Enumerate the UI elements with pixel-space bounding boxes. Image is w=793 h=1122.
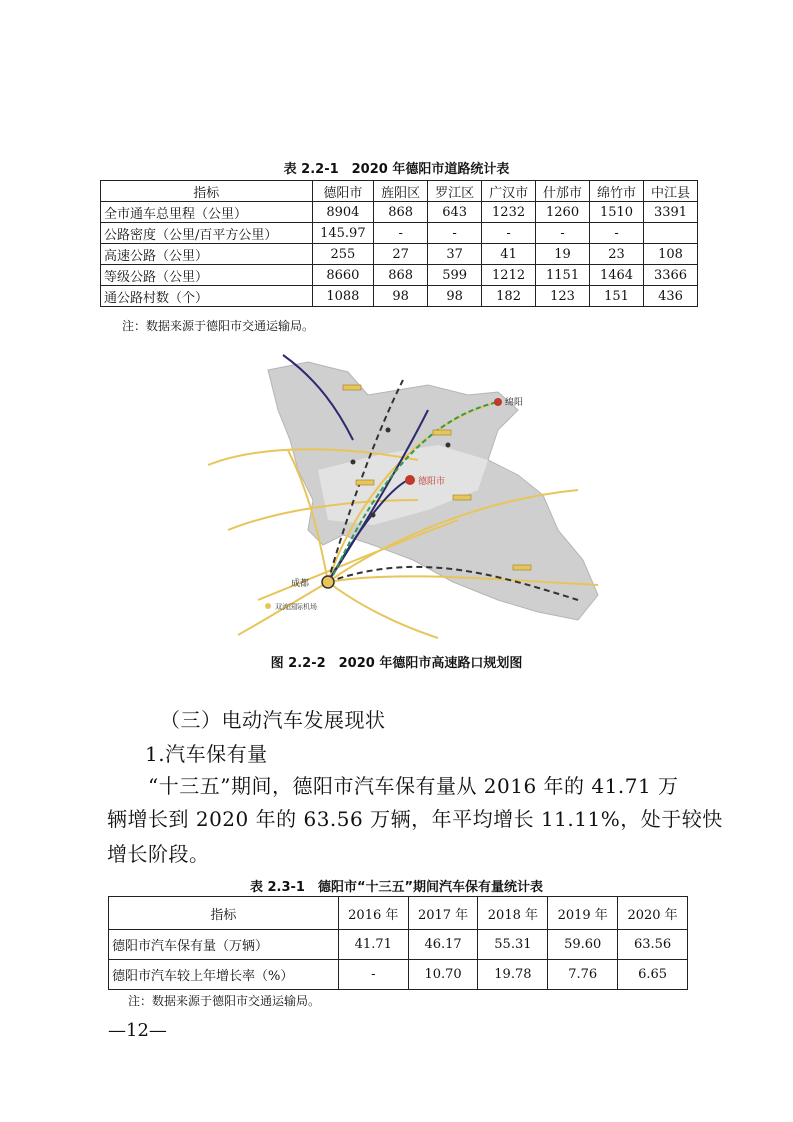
table-cell: 23: [590, 244, 644, 265]
table-cell: 868: [374, 265, 428, 286]
table-cell: 46.17: [408, 930, 478, 960]
page-number: —12—: [108, 1020, 167, 1041]
section-subheading: 1.汽车保有量: [145, 742, 268, 766]
vehicle-ownership-table: [108, 896, 688, 990]
table-cell: 19.78: [478, 960, 548, 990]
table2-caption: 表 2.3-1 德阳市“十三五”期间汽车保有量统计表: [249, 880, 544, 895]
table-cell: 3366: [644, 265, 698, 286]
table-cell: -: [374, 223, 428, 244]
table-header-row: [101, 181, 698, 202]
column-header: 广汉市: [482, 181, 536, 202]
table-cell: 1510: [590, 202, 644, 223]
column-header: 罗江区: [428, 181, 482, 202]
row-label: 德阳市汽车保有量（万辆）: [109, 930, 339, 960]
expressway-plan-map: [198, 350, 616, 640]
table-cell: 98: [428, 286, 482, 307]
paragraph-line-1: “十三五”期间，德阳市汽车保有量从 2016 年的 41.71 万: [148, 774, 679, 798]
junction-marker: [351, 460, 356, 465]
row-label: 等级公路（公里）: [101, 265, 313, 286]
table1-note: 注：数据来源于德阳市交通运输局。: [122, 319, 315, 333]
table-cell: 41: [482, 244, 536, 265]
table-cell: 63.56: [618, 930, 688, 960]
paragraph-line-2: 辆增长到 2020 年的 63.56 万辆，年平均增长 11.11%，处于较快: [107, 807, 723, 831]
table-cell: [644, 223, 698, 244]
table-cell: 1151: [536, 265, 590, 286]
table-cell: 27: [374, 244, 428, 265]
table-cell: 1212: [482, 265, 536, 286]
airport-marker: [265, 603, 271, 609]
table-row: [101, 244, 698, 265]
table-cell: 1260: [536, 202, 590, 223]
column-header: 旌阳区: [374, 181, 428, 202]
junction-marker: [386, 428, 391, 433]
table-cell: 436: [644, 286, 698, 307]
table1-caption: 表 2.2-1 2020 年德阳市道路统计表: [283, 162, 510, 177]
table-cell: 7.76: [548, 960, 618, 990]
table-cell: -: [482, 223, 536, 244]
column-header: 什邡市: [536, 181, 590, 202]
interchange-marker: [453, 495, 471, 500]
table-cell: 10.70: [408, 960, 478, 990]
junction-marker: [446, 443, 451, 448]
interchange-marker: [513, 565, 531, 570]
row-label: 德阳市汽车较上年增长率（%）: [109, 960, 339, 990]
row-label: 通公路村数（个）: [101, 286, 313, 307]
table-cell: 8904: [312, 202, 374, 223]
table-cell: 145.97: [312, 223, 374, 244]
column-header: 2020 年: [618, 897, 688, 930]
table-cell: 643: [428, 202, 482, 223]
table-cell: 151: [590, 286, 644, 307]
table-cell: 6.65: [618, 960, 688, 990]
table-row: [101, 265, 698, 286]
table-header-row: [109, 897, 688, 930]
table-cell: 108: [644, 244, 698, 265]
paragraph-line-3: 增长阶段。: [107, 842, 210, 866]
row-label: 公路密度（公里/百平方公里）: [101, 223, 313, 244]
column-header: 指标: [101, 181, 313, 202]
table-cell: 255: [312, 244, 374, 265]
row-label: 高速公路（公里）: [101, 244, 313, 265]
column-header: 2017 年: [408, 897, 478, 930]
table-row: [101, 202, 698, 223]
deyang-marker: [405, 475, 415, 485]
table-cell: 182: [482, 286, 536, 307]
expressway-line: [328, 582, 438, 638]
table-cell: 3391: [644, 202, 698, 223]
column-header: 2019 年: [548, 897, 618, 930]
table-cell: -: [590, 223, 644, 244]
column-header: 2018 年: [478, 897, 548, 930]
mianyang-marker: [494, 398, 502, 406]
table-cell: 123: [536, 286, 590, 307]
column-header: 2016 年: [338, 897, 408, 930]
table-cell: 8660: [312, 265, 374, 286]
table-cell: 55.31: [478, 930, 548, 960]
table-cell: 1088: [312, 286, 374, 307]
table-cell: 59.60: [548, 930, 618, 960]
map-label-airport: 双流国际机场: [275, 603, 317, 611]
table-row: [109, 930, 688, 960]
table-row: [101, 223, 698, 244]
table-row: [109, 960, 688, 990]
map-label-mianyang: 绵阳: [505, 398, 524, 408]
table-cell: 41.71: [338, 930, 408, 960]
column-header: 指标: [109, 897, 339, 930]
column-header: 德阳市: [312, 181, 374, 202]
table-cell: 868: [374, 202, 428, 223]
interchange-marker: [433, 430, 451, 435]
section-heading: （三）电动汽车发展现状: [160, 708, 386, 732]
table-cell: 98: [374, 286, 428, 307]
table-cell: 1464: [590, 265, 644, 286]
interchange-marker: [356, 480, 374, 485]
column-header: 中江县: [644, 181, 698, 202]
map-label-deyang: 德阳市: [418, 477, 446, 487]
row-label: 全市通车总里程（公里）: [101, 202, 313, 223]
junction-marker: [371, 513, 376, 518]
table-cell: -: [338, 960, 408, 990]
interchange-marker: [343, 385, 361, 390]
column-header: 绵竹市: [590, 181, 644, 202]
map-caption: 图 2.2-2 2020 年德阳市高速路口规划图: [270, 656, 523, 671]
table-cell: 37: [428, 244, 482, 265]
table-cell: 1232: [482, 202, 536, 223]
table-row: [101, 286, 698, 307]
table-cell: -: [536, 223, 590, 244]
table-cell: 19: [536, 244, 590, 265]
table-cell: -: [428, 223, 482, 244]
table-cell: 599: [428, 265, 482, 286]
road-statistics-table: [100, 180, 698, 307]
map-label-chengdu: 成都: [291, 579, 310, 589]
table2-note: 注：数据来源于德阳市交通运输局。: [128, 994, 321, 1008]
chengdu-marker: [322, 576, 334, 588]
